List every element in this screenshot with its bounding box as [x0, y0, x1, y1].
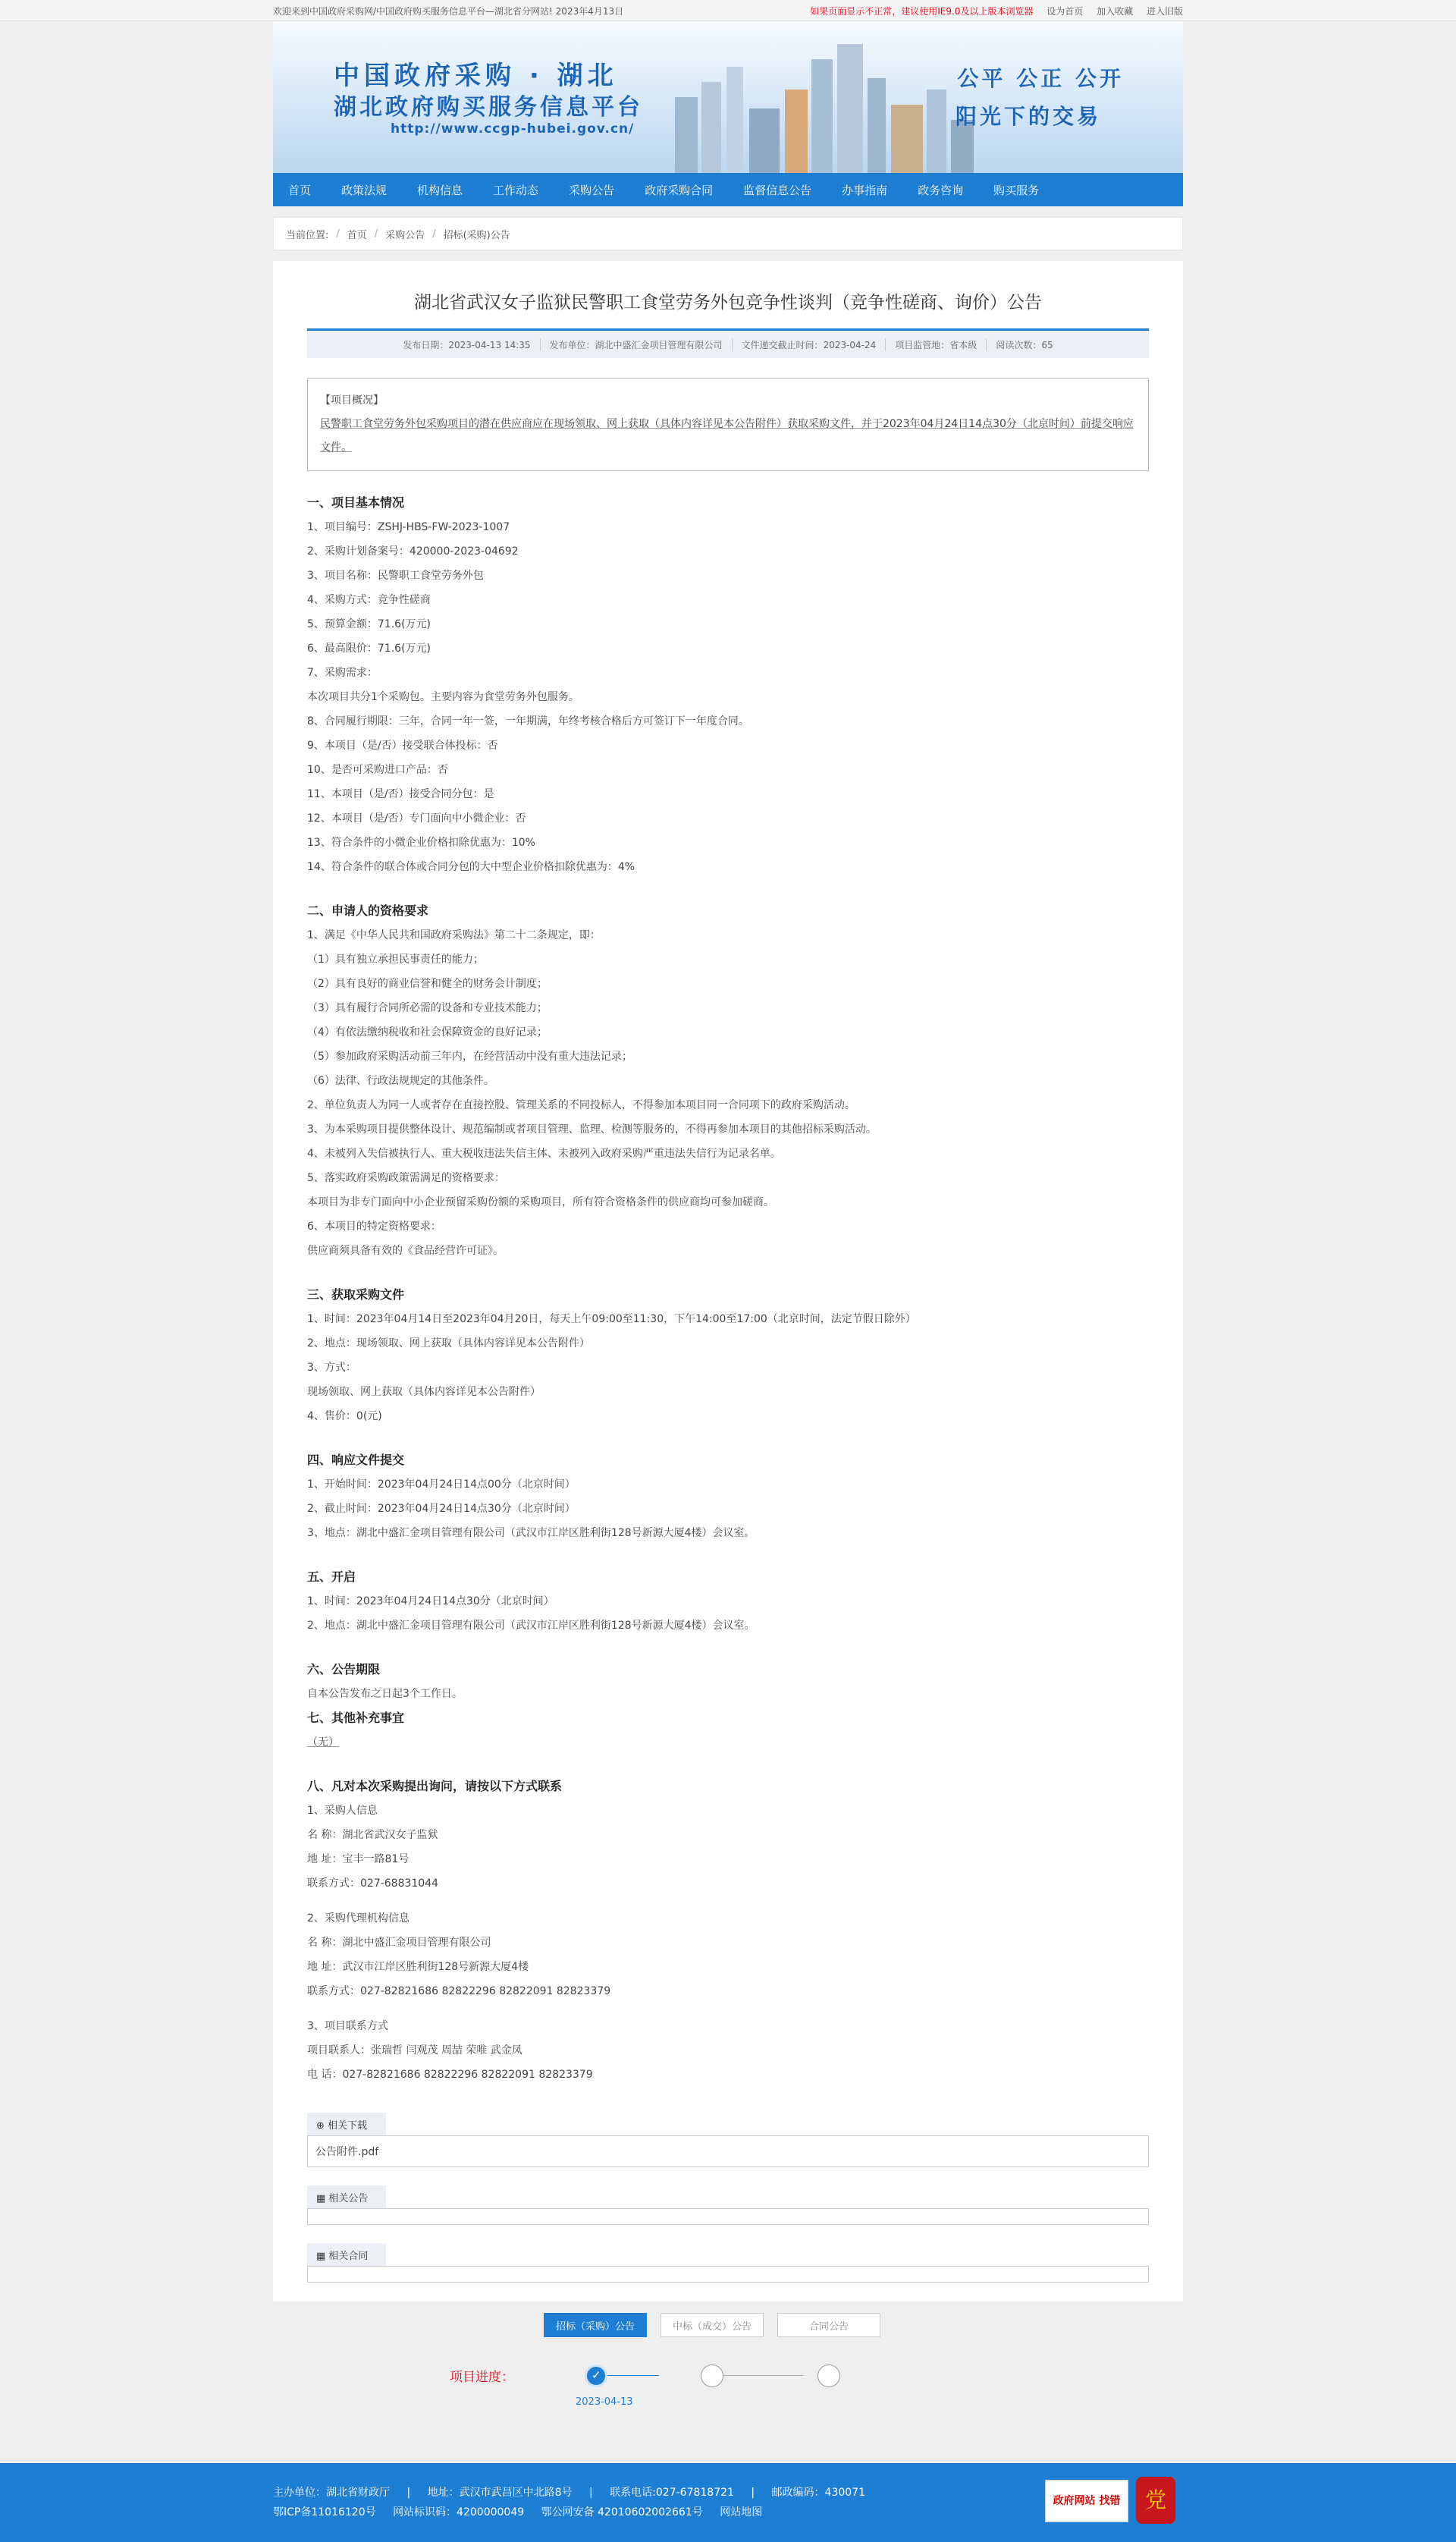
contact-line: 项目联系人：张瑞哲 闫观茂 周喆 荣唯 武金凤: [307, 2044, 522, 2057]
contact-line: 地 址：武汉市江岸区胜利街128号新源大厦4楼: [307, 1961, 529, 1973]
nav-notices[interactable]: 采购公告: [569, 183, 615, 197]
section-line: 5、落实政府采购政策需满足的资格要求：: [307, 1172, 505, 1184]
summary-head: 【项目概况】: [320, 394, 384, 407]
article-title: 湖北省武汉女子监狱民警职工食堂劳务外包竞争性谈判（竞争性磋商、询价）公告: [414, 293, 1042, 313]
progress-label: 项目进度：: [450, 2370, 514, 2385]
footer-sep: |: [589, 2487, 593, 2499]
nav-contracts[interactable]: 政府采购合同: [645, 183, 714, 197]
section-line: （1）具有独立承担民事责任的能力；: [307, 954, 484, 966]
downloads-list: [307, 2135, 1149, 2167]
breadcrumb-label: 当前位置:: [286, 229, 329, 241]
old-version-link[interactable]: 进入旧版: [1146, 5, 1183, 17]
section-line: 2、截止时间：2023年04月24日14点30分（北京时间）: [307, 1503, 576, 1515]
footer-sep: |: [751, 2487, 755, 2499]
related-notice-list: [307, 2208, 1149, 2225]
downloads-header: ⊕ 相关下载: [307, 2113, 386, 2135]
contact-line: 名 称：湖北省武汉女子监狱: [307, 1829, 438, 1841]
party-badge-icon[interactable]: 党: [1136, 2477, 1175, 2524]
project-summary-box: [307, 378, 1149, 471]
section-line: 7、采购需求：: [307, 667, 378, 679]
welcome-text: 欢迎来到中国政府采购网/中国政府购买服务信息平台—湖北省分网站! 2023年4月13日: [273, 5, 624, 17]
footer-site-id: 网站标识码：4200000049: [393, 2506, 525, 2518]
section-line: 8、合同履行期限：三年，合同一年一签，一年期满，年终考核合格后方可签订下一年度合同。: [307, 715, 749, 727]
meta-deadline: 文件递交截止时间：2023-04-24: [733, 338, 886, 351]
section-line: （无）: [307, 1736, 339, 1749]
section-line: 本次项目共分1个采购包。主要内容为食堂劳务外包服务。: [307, 691, 579, 703]
section-line: 14、符合条件的联合体或合同分包的大中型企业价格扣除优惠为：4%: [307, 861, 635, 873]
summary-body: 民警职工食堂劳务外包采购项目的潜在供应商应在现场领取、网上获取（具体内容详见本公告附件）获取采购文件，并于2023年04月24日14点30分（北京时间）前提交响应文件。: [320, 418, 1134, 454]
nav-services[interactable]: 购买服务: [993, 183, 1040, 197]
section-line: 3、为本采购项目提供整体设计、规范编制或者项目管理、监理、检测等服务的，不得再参加本项目的其他招标采购活动。: [307, 1123, 877, 1136]
footer-address: 地址：武汉市武昌区中北路8号: [427, 2487, 573, 2499]
meta-publish-date: 发布日期：2023-04-13 14:35: [394, 338, 540, 351]
set-homepage-link[interactable]: 设为首页: [1046, 5, 1084, 17]
meta-region: 项目监管地：省本级: [886, 338, 987, 351]
section-line: 13、符合条件的小微企业价格扣除优惠为：10%: [307, 837, 535, 849]
section-heading: 五、开启: [307, 1570, 356, 1584]
breadcrumb-current[interactable]: 招标(采购)公告: [443, 229, 510, 241]
section-line: 1、满足《中华人民共和国政府采购法》第二十二条规定，即：: [307, 929, 601, 941]
section-line: 5、预算金额：71.6(万元): [307, 618, 431, 630]
section-line: 6、最高限价：71.6(万元): [307, 643, 431, 655]
progress-date: 2023-04-13: [576, 2396, 633, 2408]
section-line: 1、项目编号：ZSHJ-HBS-FW-2023-1007: [307, 521, 510, 533]
section-heading: 八、凡对本次采购提出询问，请按以下方式联系: [307, 1779, 563, 1793]
contact-line: 地 址：宝丰一路81号: [307, 1853, 410, 1865]
section-line: （4）有依法缴纳税收和社会保障资金的良好记录；: [307, 1026, 548, 1038]
progress-line: [712, 2375, 803, 2376]
progress-line: [607, 2375, 659, 2376]
section-line: 1、开始时间：2023年04月24日14点00分（北京时间）: [307, 1478, 576, 1491]
banner-title-2: 湖北政府购买服务信息平台: [334, 94, 643, 121]
section-line: 2、单位负责人为同一人或者存在直接控股、管理关系的不同投标人，不得参加本项目同一合同项下的政府采购活动。: [307, 1099, 855, 1111]
banner-url: http://www.ccgp-hubei.gov.cn/: [391, 121, 635, 137]
section-line: 4、售价：0(元): [307, 1410, 382, 1422]
section-line: 3、地点：湖北中盛汇金项目管理有限公司（武汉市江岸区胜利街128号新源大厦4楼）会议室。: [307, 1527, 755, 1539]
section-heading: 一、项目基本情况: [307, 495, 405, 510]
attachment-link[interactable]: 公告附件.pdf: [315, 2146, 379, 2158]
section-line: 10、是否可采购进口产品：否: [307, 764, 448, 776]
contact-line: 联系方式：027-68831044: [307, 1877, 439, 1890]
section-line: 12、本项目（是/否）专门面向中小微企业：否: [307, 812, 526, 825]
step-done-icon: [585, 2364, 607, 2387]
section-line: 6、本项目的特定资格要求：: [307, 1221, 441, 1233]
step-contract-notice[interactable]: 合同公告: [777, 2313, 880, 2337]
section-line: 2、地点：湖北中盛汇金项目管理有限公司（武汉市江岸区胜利街128号新源大厦4楼）会议室。: [307, 1620, 755, 1632]
main-nav: [273, 173, 1183, 206]
nav-agencies[interactable]: 机构信息: [417, 183, 463, 197]
section-line: 1、时间：2023年04月24日14点30分（北京时间）: [307, 1595, 554, 1607]
nav-supervision[interactable]: 监督信息公告: [743, 183, 812, 197]
contact-line: 联系方式：027-82821686 82822296 82822091 82823379: [307, 1985, 611, 1997]
breadcrumb-sep: /: [374, 228, 378, 240]
section-line: （6）法律、行政法规规定的其他条件。: [307, 1075, 494, 1087]
footer-phone: 联系电话:027-67818721: [610, 2487, 734, 2499]
section-line: 9、本项目（是/否）接受联合体投标：否: [307, 740, 498, 752]
section-line: 3、方式：: [307, 1362, 356, 1374]
section-line: 3、项目名称：民警职工食堂劳务外包: [307, 570, 484, 582]
section-line: 供应商须具备有效的《食品经营许可证》。: [307, 1245, 504, 1257]
related-notice-header: ▦ 相关公告: [307, 2185, 386, 2208]
contact-group-title: 1、采购人信息: [307, 1805, 378, 1817]
section-heading: 四、响应文件提交: [307, 1453, 405, 1467]
article-content: [273, 261, 1183, 2408]
browser-warning: 如果页面显示不正常，建议使用IE9.0及以上版本浏览器: [810, 5, 1034, 17]
section-line: 现场领取、网上获取（具体内容详见本公告附件）: [307, 1386, 541, 1398]
step-pending-icon: [817, 2364, 840, 2387]
city-skyline-icon: [660, 36, 978, 173]
top-links: [799, 5, 1183, 17]
site-banner: [273, 21, 1183, 173]
gov-site-error-logo[interactable]: 政府网站 找错: [1045, 2480, 1128, 2522]
footer-police-record[interactable]: 鄂公网安备 42010602002661号: [541, 2506, 703, 2518]
contact-group-title: 2、采购代理机构信息: [307, 1912, 410, 1925]
section-line: 11、本项目（是/否）接受合同分包：是: [307, 788, 494, 800]
breadcrumb: [273, 217, 1183, 250]
nav-home[interactable]: 首页: [288, 183, 312, 197]
breadcrumb-notices[interactable]: 采购公告: [385, 229, 425, 241]
banner-slogan-2: 阳光下的交易: [955, 104, 1101, 129]
meta-publisher: 发布单位：湖北中盛汇金项目管理有限公司: [541, 338, 733, 351]
section-line: 自本公告发布之日起3个工作日。: [307, 1688, 463, 1700]
contact-group-title: 3、项目联系方式: [307, 2020, 388, 2032]
nav-news[interactable]: 工作动态: [493, 183, 539, 197]
breadcrumb-sep: /: [336, 228, 340, 240]
section-line: （3）具有履行合同所必需的设备和专业技术能力；: [307, 1002, 548, 1014]
section-heading: 二、申请人的资格要求: [307, 903, 429, 918]
project-progress: [307, 2313, 1149, 2434]
spacer: [307, 2003, 1149, 2014]
section-line: 2、地点：现场领取、网上获取（具体内容详见本公告附件）: [307, 1337, 590, 1350]
nav-policy[interactable]: 政策法规: [341, 183, 388, 197]
top-bar: [0, 0, 1456, 21]
meta-views: 阅读次数：65: [996, 339, 1053, 350]
contact-groups: [307, 1799, 1149, 2087]
step-award-notice[interactable]: 中标（成交）公告: [661, 2313, 764, 2337]
banner-title-1: 中国政府采购 · 湖北: [334, 61, 618, 91]
section-heading: 三、获取采购文件: [307, 1287, 405, 1302]
sections-container: [307, 491, 1149, 1638]
related-contract-header: ▦ 相关合同: [307, 2243, 386, 2266]
footer-host: 主办单位：湖北省财政厅: [273, 2487, 390, 2499]
footer-postcode: 邮政编码：430071: [771, 2487, 865, 2499]
section-line: 本项目为非专门面向中小企业预留采购份额的采购项目，所有符合资格条件的供应商均可参加磋商。: [307, 1196, 774, 1208]
section-line: 1、时间：2023年04月14日至2023年04月20日，每天上午09:00至11:30，下午14:00至17:00（北京时间，法定节假日除外）: [307, 1313, 916, 1325]
breadcrumb-home[interactable]: 首页: [347, 229, 367, 241]
breadcrumb-sep: /: [432, 228, 436, 240]
footer-sep: |: [406, 2487, 411, 2499]
section-heading: 七、其他补充事宜: [307, 1711, 405, 1725]
nav-guide[interactable]: 办事指南: [842, 183, 888, 197]
article-meta: [307, 331, 1149, 358]
section-line: （2）具有良好的商业信誉和健全的财务会计制度；: [307, 978, 548, 990]
section-heading: 六、公告期限: [307, 1662, 381, 1676]
spacer: [307, 1896, 1149, 1906]
add-favorite-link[interactable]: 加入收藏: [1097, 5, 1134, 17]
section-line: 4、采购方式：竞争性磋商: [307, 594, 431, 606]
banner-slogan-1: 公平 公正 公开: [957, 66, 1124, 91]
section-line: 4、未被列入失信被执行人、重大税收违法失信主体、未被列入政府采购严重违法失信行为记录名单。: [307, 1148, 781, 1160]
section-line: （5）参加政府采购活动前三年内，在经营活动中没有重大违法记录；: [307, 1051, 632, 1063]
footer-sitemap[interactable]: 网站地图: [720, 2506, 763, 2518]
contact-line: 名 称：湖北中盛汇金项目管理有限公司: [307, 1937, 491, 1949]
footer-icp[interactable]: 鄂ICP备11016120号: [273, 2506, 376, 2518]
contact-line: 电 话：027-82821686 82822296 82822091 82823379: [307, 2069, 593, 2081]
step-procurement-notice[interactable]: 招标（采购）公告: [544, 2313, 647, 2337]
step-pending-icon: [701, 2364, 723, 2387]
section-line: 2、采购计划备案号：420000-2023-04692: [307, 545, 519, 558]
related-contract-list: [307, 2266, 1149, 2283]
nav-consult[interactable]: 政务咨询: [918, 183, 964, 197]
site-footer: [0, 2463, 1456, 2542]
